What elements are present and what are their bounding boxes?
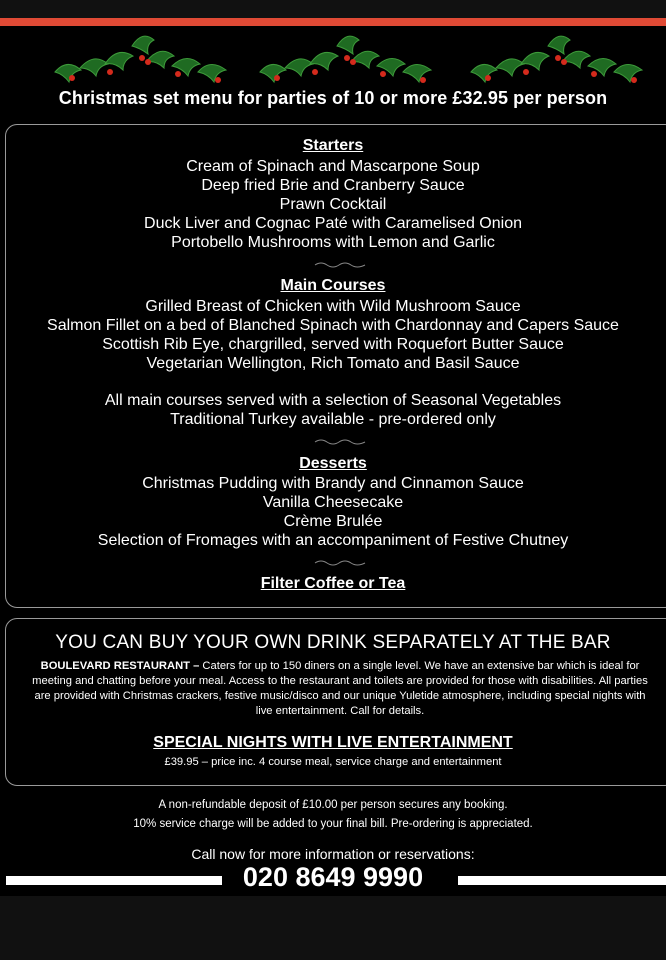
- menu-note: All main courses served with a selection of Seasonal Vegetables: [104, 392, 562, 409]
- drink-notice: YOU CAN BUY YOUR OWN DRINK SEPARATELY AT THE BAR: [55, 632, 611, 653]
- menu-headline: Christmas set menu for parties of 10 or more £32.95 per person: [58, 88, 608, 108]
- starters-heading: Starters: [302, 137, 364, 154]
- menu-item: Duck Liver and Cognac Paté with Caramelised Onion: [144, 215, 522, 232]
- call-prompt: Call now for more information or reservations:: [191, 846, 475, 862]
- red-accent-bar: [0, 18, 666, 26]
- main-courses-heading: Main Courses: [280, 277, 386, 294]
- phone-number[interactable]: 020 8649 9990: [242, 862, 424, 892]
- holly-icon: [255, 28, 445, 88]
- menu-item: Deep fried Brie and Cranberry Sauce: [201, 177, 465, 194]
- restaurant-name: BOULEVARD RESTAURANT –: [40, 660, 200, 672]
- holly-icon: [466, 28, 656, 88]
- deposit-note: A non-refundable deposit of £10.00 per person secures any booking.: [158, 799, 508, 811]
- holly-icon: [50, 28, 240, 88]
- menu-item: Cream of Spinach and Mascarpone Soup: [186, 158, 480, 175]
- menu-item: Grilled Breast of Chicken with Wild Mushroom Sauce: [145, 298, 521, 315]
- menu-item: Christmas Pudding with Brandy and Cinnamon Sauce: [142, 475, 524, 492]
- desserts-heading: Desserts: [299, 455, 367, 472]
- flourish-divider-icon: [313, 261, 367, 269]
- restaurant-description: [28, 659, 652, 719]
- menu-item: Vegetarian Wellington, Rich Tomato and Basil Sauce: [146, 355, 520, 372]
- menu-item: Portobello Mushrooms with Lemon and Garlic: [171, 234, 495, 251]
- menu-note: Traditional Turkey available - pre-ordered only: [170, 411, 496, 428]
- menu-item: Crème Brulée: [283, 513, 383, 530]
- special-nights-price: £39.95 – price inc. 4 course meal, service charge and entertainment: [164, 756, 502, 768]
- flourish-divider-icon: [313, 559, 367, 567]
- special-nights-heading: SPECIAL NIGHTS WITH LIVE ENTERTAINMENT: [153, 734, 513, 751]
- description-text: Caters for up to 150 diners on a single level. We have an extensive bar which is ideal for meeting and chatting before your meal. Access to the restaurant and toilets are provided for those with disabilities. All parties are provided with Christmas crackers, festive music/disco and our unique Yuletide atmosphere, including special nights with live entertainment. Call for details.: [32, 660, 648, 717]
- coffee-heading: Filter Coffee or Tea: [260, 575, 406, 592]
- menu-item: Salmon Fillet on a bed of Blanched Spinach with Chardonnay and Capers Sauce: [47, 317, 619, 334]
- menu-item: Scottish Rib Eye, chargrilled, served with Roquefort Butter Sauce: [102, 336, 564, 353]
- service-charge-note: 10% service charge will be added to your final bill. Pre-ordering is appreciated.: [133, 818, 533, 830]
- flourish-divider-icon: [313, 438, 367, 446]
- menu-item: Selection of Fromages with an accompaniment of Festive Chutney: [97, 532, 569, 549]
- menu-item: Vanilla Cheesecake: [262, 494, 404, 511]
- bottom-band: [0, 896, 666, 960]
- top-band: [0, 0, 666, 18]
- menu-item: Prawn Cocktail: [279, 196, 387, 213]
